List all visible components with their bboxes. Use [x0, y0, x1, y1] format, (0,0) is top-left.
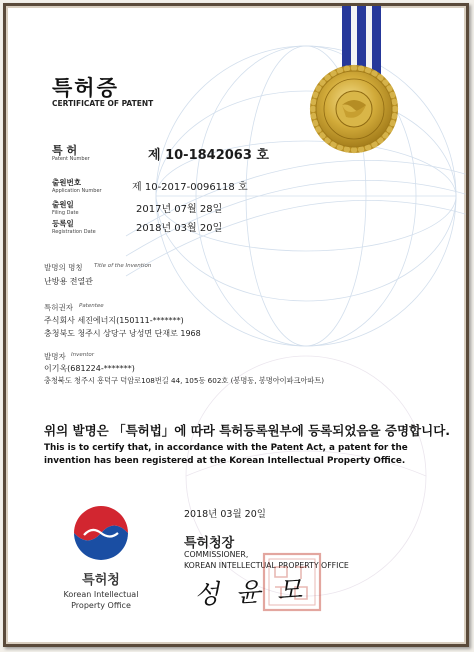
patent-number: 제 10-1842063 호: [148, 148, 269, 163]
filing-label-en: Filing Date: [52, 210, 79, 216]
seal-ridge: [392, 106, 398, 112]
gold-seal-icon: [309, 64, 399, 154]
invention-label-en: Title of the Invention: [94, 263, 152, 269]
commissioner-en-line2: KOREAN INTELLECTUAL PROPERTY OFFICE: [184, 561, 349, 570]
kipo-logo-icon: [70, 502, 132, 564]
commissioner-en-line1: COMMISSIONER,: [184, 550, 249, 559]
certification-statement-en: This is to certify that, in accordance with the Patent Act, a patent for the invention has been registered at the Korean Intellectual Property Office.: [44, 443, 408, 466]
office-name-ko: 특허청: [82, 573, 120, 588]
patentee-label-ko: 특허권자: [44, 303, 73, 312]
office-name-en: Korean Intellectual Property Office: [63, 590, 139, 610]
invention-title: 난방용 전열관: [44, 277, 93, 286]
seal-ridge: [351, 147, 357, 153]
patentee-label-en: Patentee: [79, 303, 104, 309]
certificate-title-ko: 특허증: [52, 76, 119, 100]
filing-label-ko: 출원일: [52, 200, 74, 209]
patent-label-en: Patent Number: [52, 156, 90, 162]
filing-date: 2017년 07월 28일: [136, 204, 223, 215]
certification-statement-ko: 위의 발명은 「특허법」에 따라 특허등록원부에 등록되었음을 증명합니다.: [44, 423, 451, 438]
commissioner-title-ko: 특허청장: [184, 536, 235, 551]
registration-label-ko: 등록일: [52, 219, 74, 228]
application-number: 제 10-2017-0096118 호: [132, 182, 248, 193]
inventor-name: 이기옥(681224-*******): [44, 364, 135, 373]
commissioner-signature: 성 윤 모: [193, 575, 307, 611]
patentee-name: 주식회사 세진에너지(150111-*******): [44, 316, 184, 325]
seal-ridge: [310, 106, 316, 112]
certificate-frame: [3, 3, 469, 647]
inventor-label-en: Inventor: [71, 352, 95, 358]
certificate-title-en: CERTIFICATE OF PATENT: [52, 99, 154, 108]
issue-date: 2018년 03월 20일: [184, 509, 266, 520]
inventor-label-ko: 발명자: [44, 352, 66, 361]
inventor-address: 충청북도 청주시 흥덕구 덕암로108번길 44, 105동 602호 (봉명동, 봉명아이파크아파트): [44, 376, 325, 385]
application-label-en: Application Number: [52, 188, 102, 194]
patent-label-ko: 특 허: [52, 144, 78, 157]
registration-label-en: Registration Date: [52, 229, 96, 235]
seal-ridge: [351, 65, 357, 71]
application-label-ko: 출원번호: [52, 178, 81, 187]
registration-date: 2018년 03월 20일: [136, 223, 223, 234]
patentee-address: 충청북도 청주시 상당구 낭성면 단재로 1968: [44, 329, 201, 338]
invention-label-ko: 발명의 명칭: [44, 263, 83, 272]
